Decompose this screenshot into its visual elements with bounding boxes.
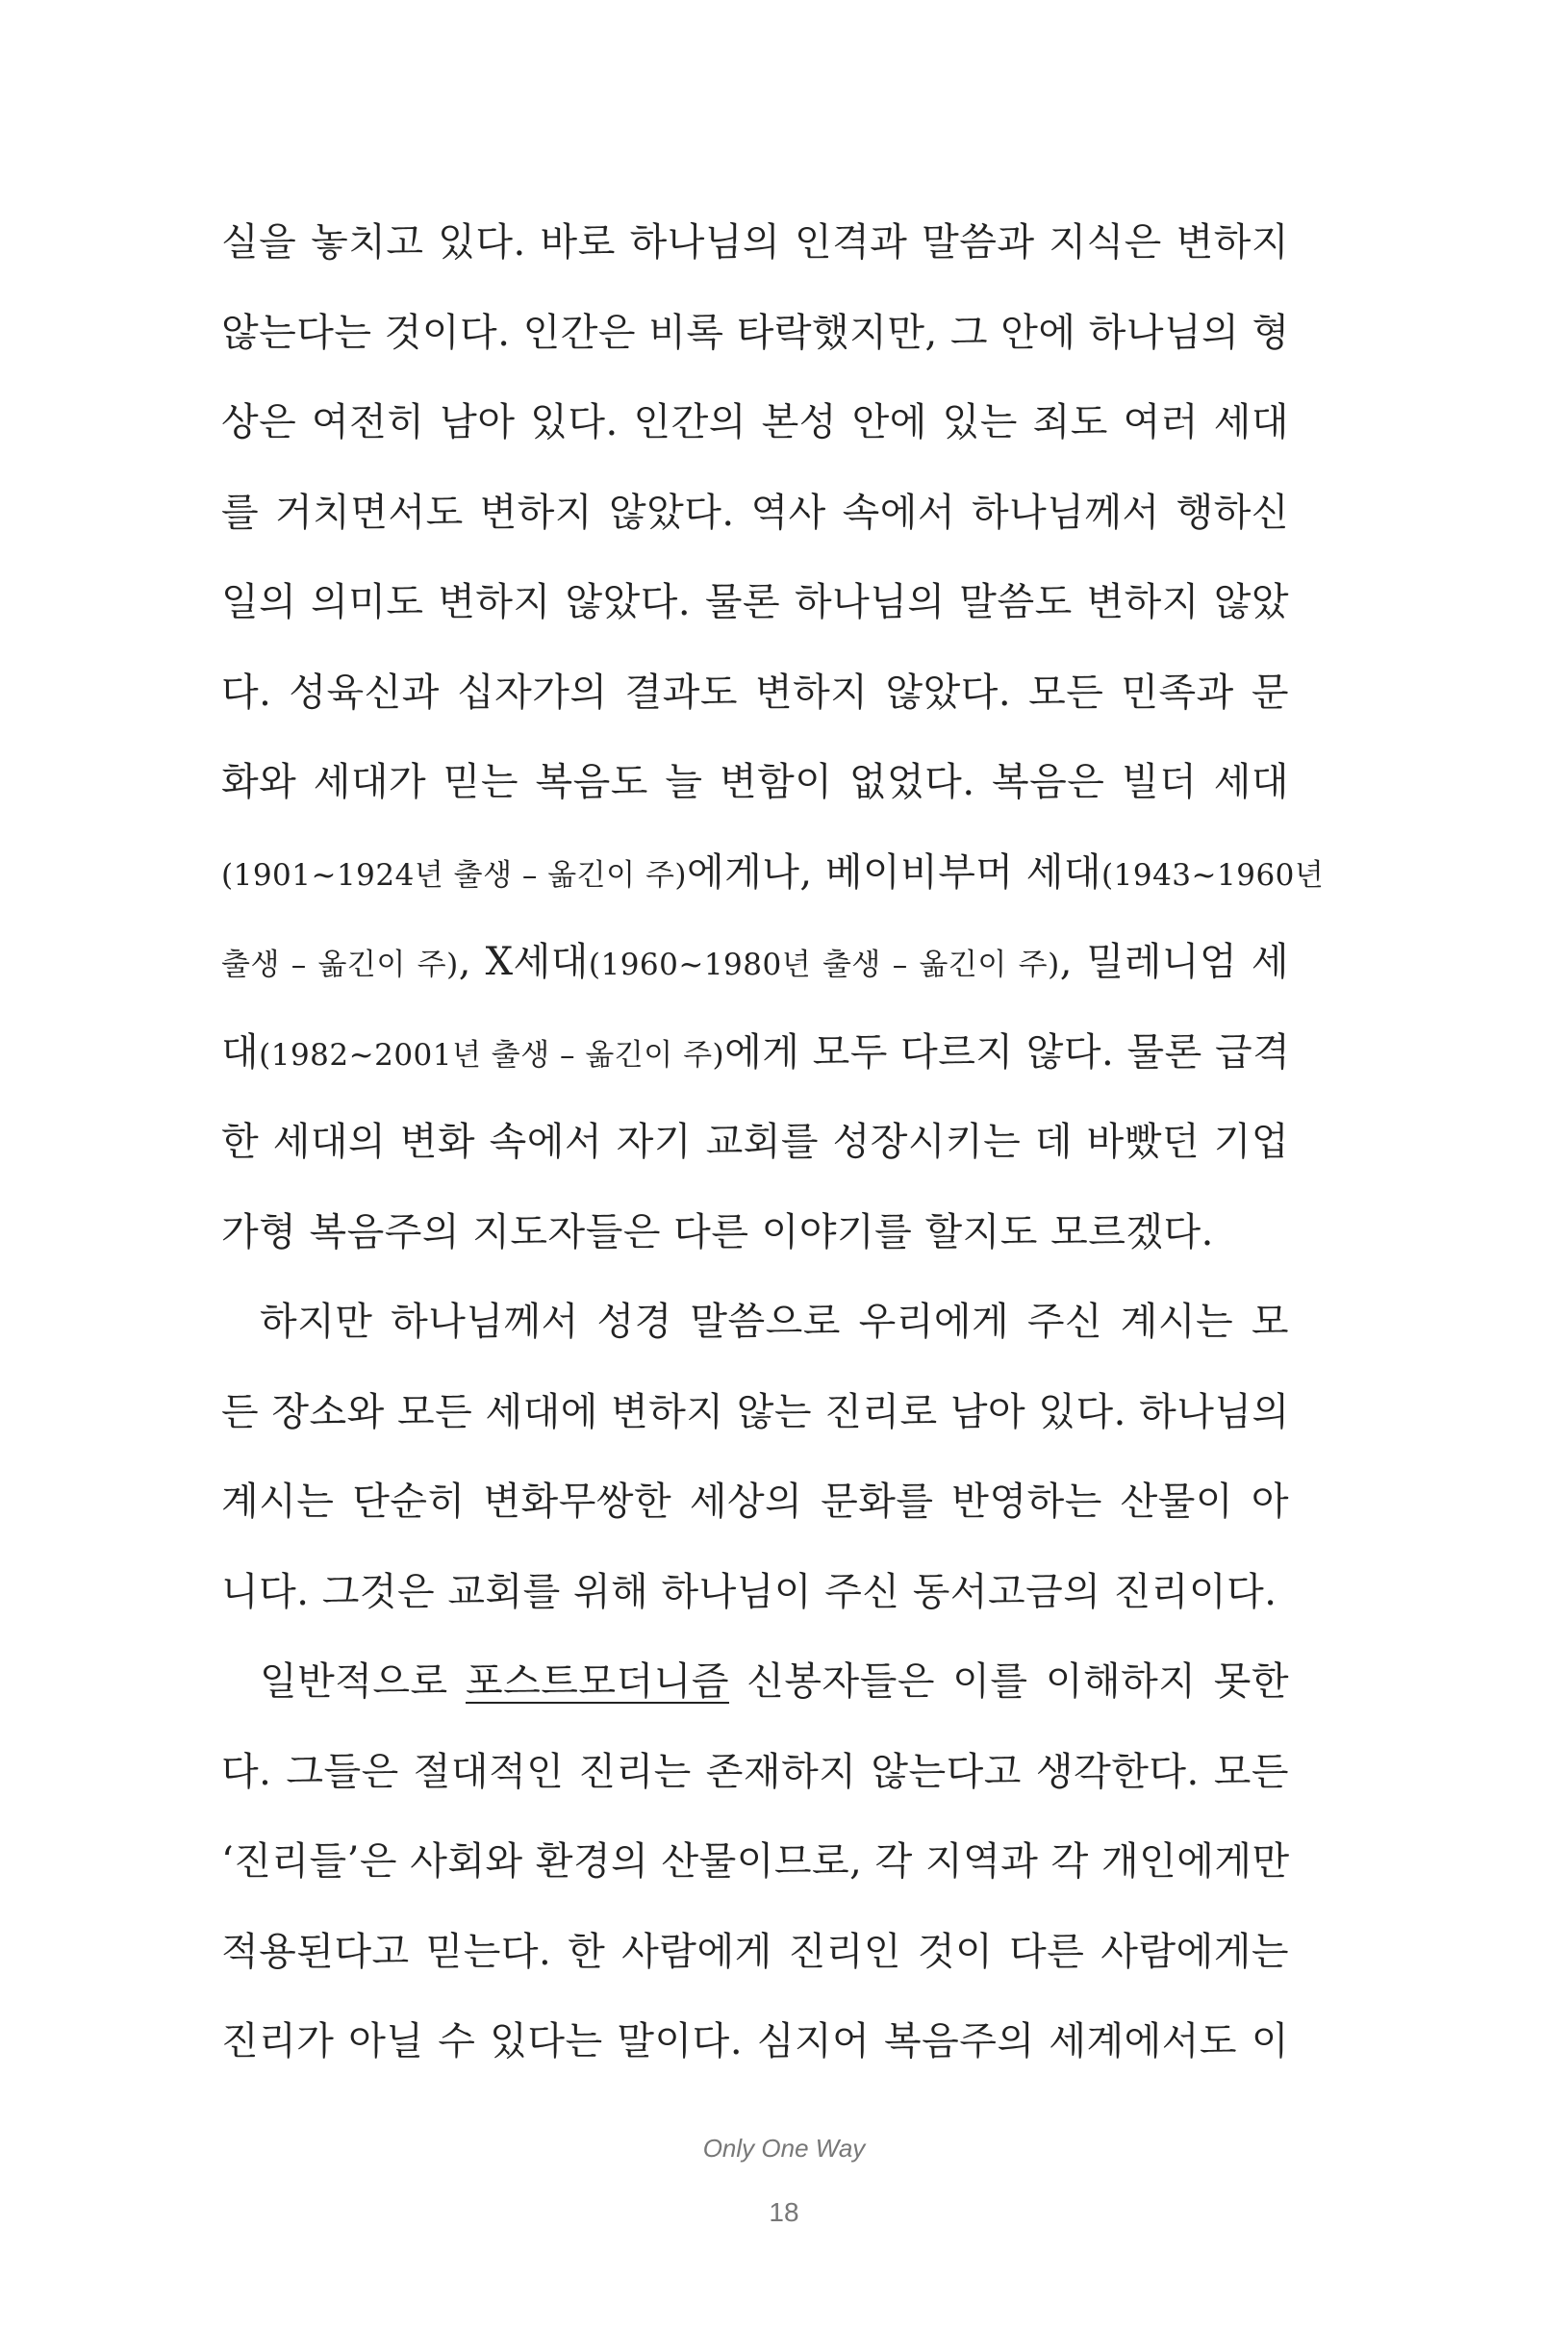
text-line — [221, 289, 1289, 379]
text-line — [221, 648, 1289, 739]
text-segment: 대 — [221, 1029, 260, 1075]
text-segment: 적용된다고 믿는다. 한 사람에게 진리인 것이 다른 사람에게는 — [221, 1929, 1289, 1974]
text-segment: 한 세대의 변화 속에서 자기 교회를 성장시키는 데 바빴던 기업 — [221, 1120, 1289, 1164]
text-segment: 가형 복음주의 지도자들은 다른 이야기를 할지도 모르겠다. — [221, 1209, 1214, 1254]
text-segment: 에게 모두 다르지 않다. 물론 급격 — [724, 1029, 1291, 1075]
text-segment: 를 거치면서도 변하지 않았다. 역사 속에서 하나님께서 행하신 — [221, 490, 1289, 535]
text-line — [221, 1817, 1289, 1908]
translator-note: (1901~1924년 출생 – 옮긴이 주) — [221, 857, 687, 893]
text-segment: 든 장소와 모든 세대에 변하지 않는 진리로 남아 있다. 하나님의 — [221, 1389, 1290, 1434]
text-segment: , X세대 — [458, 940, 589, 984]
text-segment: 니다. 그것은 교회를 위해 하나님이 주신 동서고금의 진리이다. — [221, 1569, 1277, 1614]
text-line — [221, 1548, 1289, 1638]
running-footer-title: Only One Way — [702, 2134, 866, 2163]
text-segment: 화와 세대가 믿는 복음도 늘 변함이 없었다. 복음은 빌더 세대 — [221, 760, 1289, 804]
text-line — [221, 1188, 1289, 1278]
translator-note: (1960~1980년 출생 – 옮긴이 주) — [588, 948, 1060, 982]
text-line — [221, 1008, 1289, 1099]
text-segment: 하지만 하나님께서 성경 말씀으로 우리에게 주신 계시는 모 — [260, 1300, 1289, 1344]
underlined-term: 포스트모더니즘 — [466, 1659, 729, 1704]
text-line — [221, 828, 1325, 919]
text-segment: 신봉자들은 이를 이해하지 못한 — [728, 1659, 1289, 1704]
text-line — [221, 1278, 1289, 1368]
text-line — [221, 378, 1289, 468]
text-line — [221, 1997, 1289, 2088]
text-line — [221, 198, 1289, 289]
text-line — [221, 1457, 1289, 1548]
text-segment: ‘진리들’은 사회와 환경의 산물이므로, 각 지역과 각 개인에게만 — [221, 1839, 1290, 1884]
body-text — [221, 198, 1325, 2088]
text-line — [221, 918, 1289, 1008]
text-segment: 다. 성육신과 십자가의 결과도 변하지 않았다. 모든 민족과 문 — [221, 670, 1289, 715]
page-number: 18 — [769, 2197, 799, 2227]
text-line — [221, 738, 1289, 828]
translator-note: (1982~2001년 출생 – 옮긴이 주) — [259, 1037, 725, 1073]
text-line — [221, 1728, 1289, 1818]
text-segment: 상은 여전히 남아 있다. 인간의 본성 안에 있는 죄도 여러 세대 — [221, 400, 1289, 444]
text-line — [221, 1908, 1289, 1998]
text-segment: 다. 그들은 절대적인 진리는 존재하지 않는다고 생각한다. 모든 — [221, 1749, 1289, 1794]
text-segment: 일의 의미도 변하지 않았다. 물론 하나님의 말씀도 변하지 않았 — [221, 580, 1289, 624]
text-segment: , 밀레니엄 세 — [1059, 940, 1289, 984]
text-line — [221, 1098, 1289, 1188]
text-segment: 않는다는 것이다. 인간은 비록 타락했지만, 그 안에 하나님의 형 — [221, 310, 1290, 355]
text-segment: 에게나, 베이비부머 세대 — [687, 849, 1102, 895]
text-line — [221, 558, 1289, 648]
translator-note: 출생 – 옮긴이 주) — [221, 948, 459, 982]
text-segment: 일반적으로 — [260, 1659, 466, 1704]
text-segment: 실을 놓치고 있다. 바로 하나님의 인격과 말씀과 지식은 변하지 — [221, 220, 1289, 265]
translator-note: (1943~1960년 — [1101, 857, 1325, 893]
text-segment: 진리가 아닐 수 있다는 말이다. 심지어 복음주의 세계에서도 이 — [221, 2019, 1289, 2063]
text-line — [221, 1637, 1289, 1728]
text-segment: 계시는 단순히 변화무쌍한 세상의 문화를 반영하는 산물이 아 — [221, 1480, 1289, 1524]
text-line — [221, 468, 1289, 559]
text-line — [221, 1368, 1289, 1458]
